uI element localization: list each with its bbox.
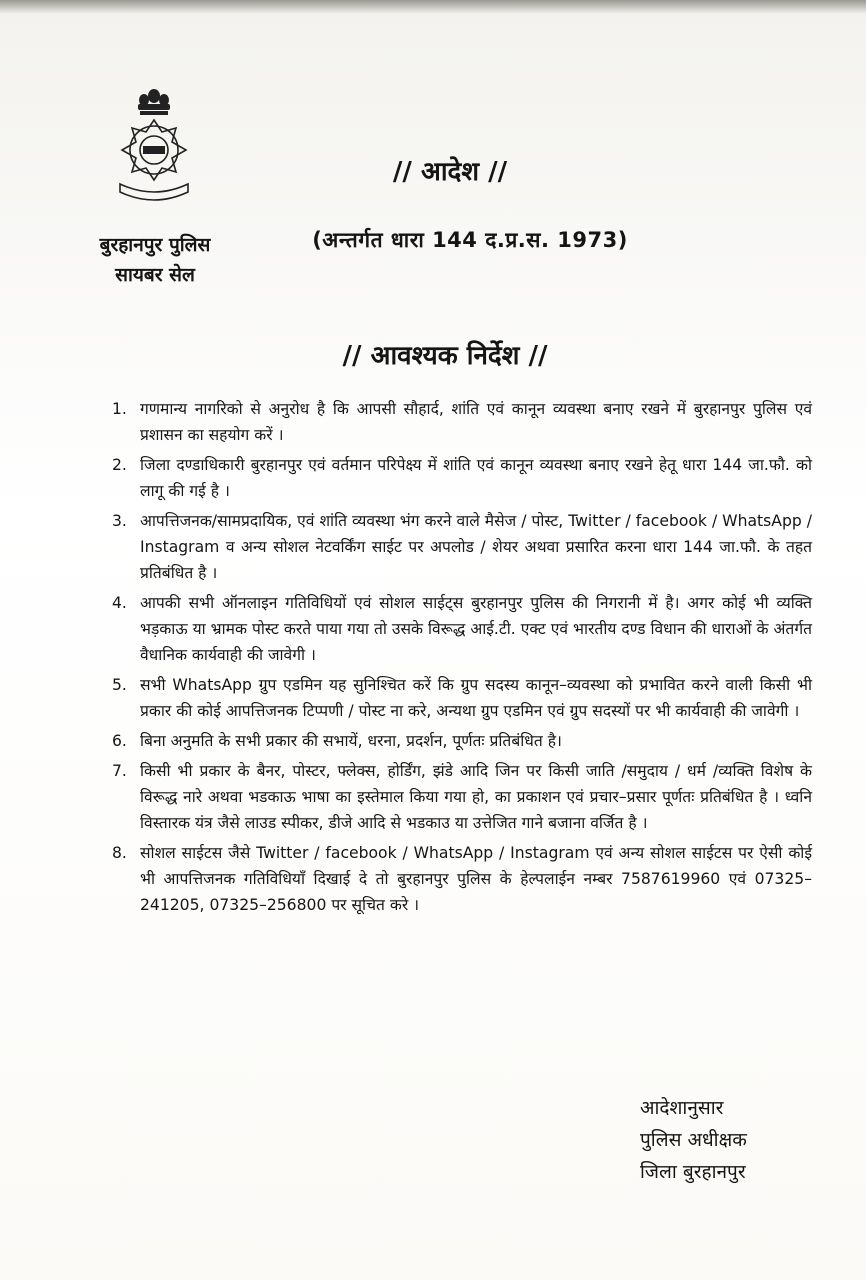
issuer-cell	[70, 230, 240, 290]
signature-block	[640, 1092, 820, 1188]
item-number: 5.	[112, 676, 127, 694]
directives-list	[112, 396, 812, 922]
list-item	[112, 758, 812, 836]
police-emblem-icon	[96, 80, 212, 220]
item-number: 2.	[112, 456, 127, 474]
item-text: आपत्तिजनक/सामप्रदायिक, एवं शांति व्यवस्था भंग करने वाले मैसेज / पोस्ट, Twitter / facebook / WhatsApp / Instagram व अन्य सोशल नेटवर्किंग साईट पर अपलोड / शेयर अथवा प्रसारित करना धारा 144 जा.फौ. के तहत प्रतिबंधित है ।	[140, 512, 812, 582]
order-subtitle: (अन्तर्गत धारा 144 द.प्र.स. 1973)	[312, 228, 628, 252]
list-item	[112, 452, 812, 504]
list-item	[112, 728, 812, 754]
item-number: 8.	[112, 844, 127, 862]
item-number: 4.	[112, 594, 127, 612]
item-text: बिना अनुमति के सभी प्रकार की सभायें, धरना, प्रदर्शन, पूर्णतः प्रतिबंधित है।	[140, 732, 562, 750]
signature-line3: जिला बुरहानपुर	[640, 1161, 746, 1183]
list-item	[112, 672, 812, 724]
item-number: 7.	[112, 762, 127, 780]
issuer-cell-line2: सायबर सेल	[115, 264, 195, 286]
signature-line1: आदेशानुसार	[640, 1097, 724, 1119]
list-item	[112, 508, 812, 586]
item-text: जिला दण्डाधिकारी बुरहानपुर एवं वर्तमान परिपेक्ष्य में शांति एवं कानून व्यवस्था बनाए रखने हेतू धारा 144 जा.फौ. को लागू की गई है ।	[140, 456, 812, 500]
item-text: किसी भी प्रकार के बैनर, पोस्टर, फ्लेक्स, होर्डिंग, झंडे आदि जिन पर किसी जाति /समुदाय / धर्म /व्यक्ति विशेष के विरूद्ध नारे अथवा भडकाऊ भाषा का इस्तेमाल किया गया हो, का प्रकाशन एवं प्रचार–प्रसार पूर्णतः प्रतिबंधित है । ध्वनि विस्तारक यंत्र जैसे लाउड स्पीकर, डीजे आदि से भडकाउ या उत्तेजित गाने बजाना वर्जित है ।	[140, 762, 812, 832]
page-edge-shadow	[0, 0, 866, 14]
item-text: सभी WhatsApp ग्रुप एडमिन यह सुनिश्चित करें कि ग्रुप सदस्य कानून–व्यवस्था को प्रभावित करने वाली किसी भी प्रकार की कोई आपत्तिजनक टिप्पणी / पोस्ट ना करे, अन्यथा ग्रुप एडमिन एवं ग्रुप सदस्यों पर भी कार्यवाही की जावेगी ।	[140, 676, 812, 720]
issuer-cell-line1: बुरहानपुर पुलिस	[99, 234, 211, 256]
directives-heading: // आवश्यक निर्देश //	[342, 341, 548, 371]
item-text: आपकी सभी ऑनलाइन गतिविधियों एवं सोशल साईट्स बुरहानपुर पुलिस की निगरानी में है। अगर कोई भी व्यक्ति भड़काऊ या भ्रामक पोस्ट करते पाया गया तो उसके विरूद्ध आई.टी. एक्ट एवं भारतीय दण्ड विधान की धाराओं के अंतर्गत वैधानिक कार्यवाही की जावेगी ।	[140, 594, 812, 664]
list-item	[112, 840, 812, 918]
signature-line2: पुलिस अधीक्षक	[640, 1129, 747, 1151]
list-item	[112, 396, 812, 448]
list-item	[112, 590, 812, 668]
item-number: 1.	[112, 400, 127, 418]
item-number: 3.	[112, 512, 127, 530]
order-title: // आदेश //	[392, 157, 508, 187]
item-number: 6.	[112, 732, 127, 750]
item-text: गणमान्य नागरिको से अनुरोध है कि आपसी सौहार्द, शांति एवं कानून व्यवस्था बनाए रखने में बुरहानपुर पुलिस एवं प्रशासन का सहयोग करें ।	[140, 400, 812, 444]
item-text: सोशल साईटस जैसे Twitter / facebook / WhatsApp / Instagram एवं अन्य सोशल साईटस पर ऐसी कोई भी आपत्तिजनक गतिविधियाँ दिखाई दे तो बुरहानपुर पुलिस के हेल्पलाईन नम्बर 7587619960 एवं 07325–241205, 07325–256800 पर सूचित करे ।	[140, 844, 812, 914]
